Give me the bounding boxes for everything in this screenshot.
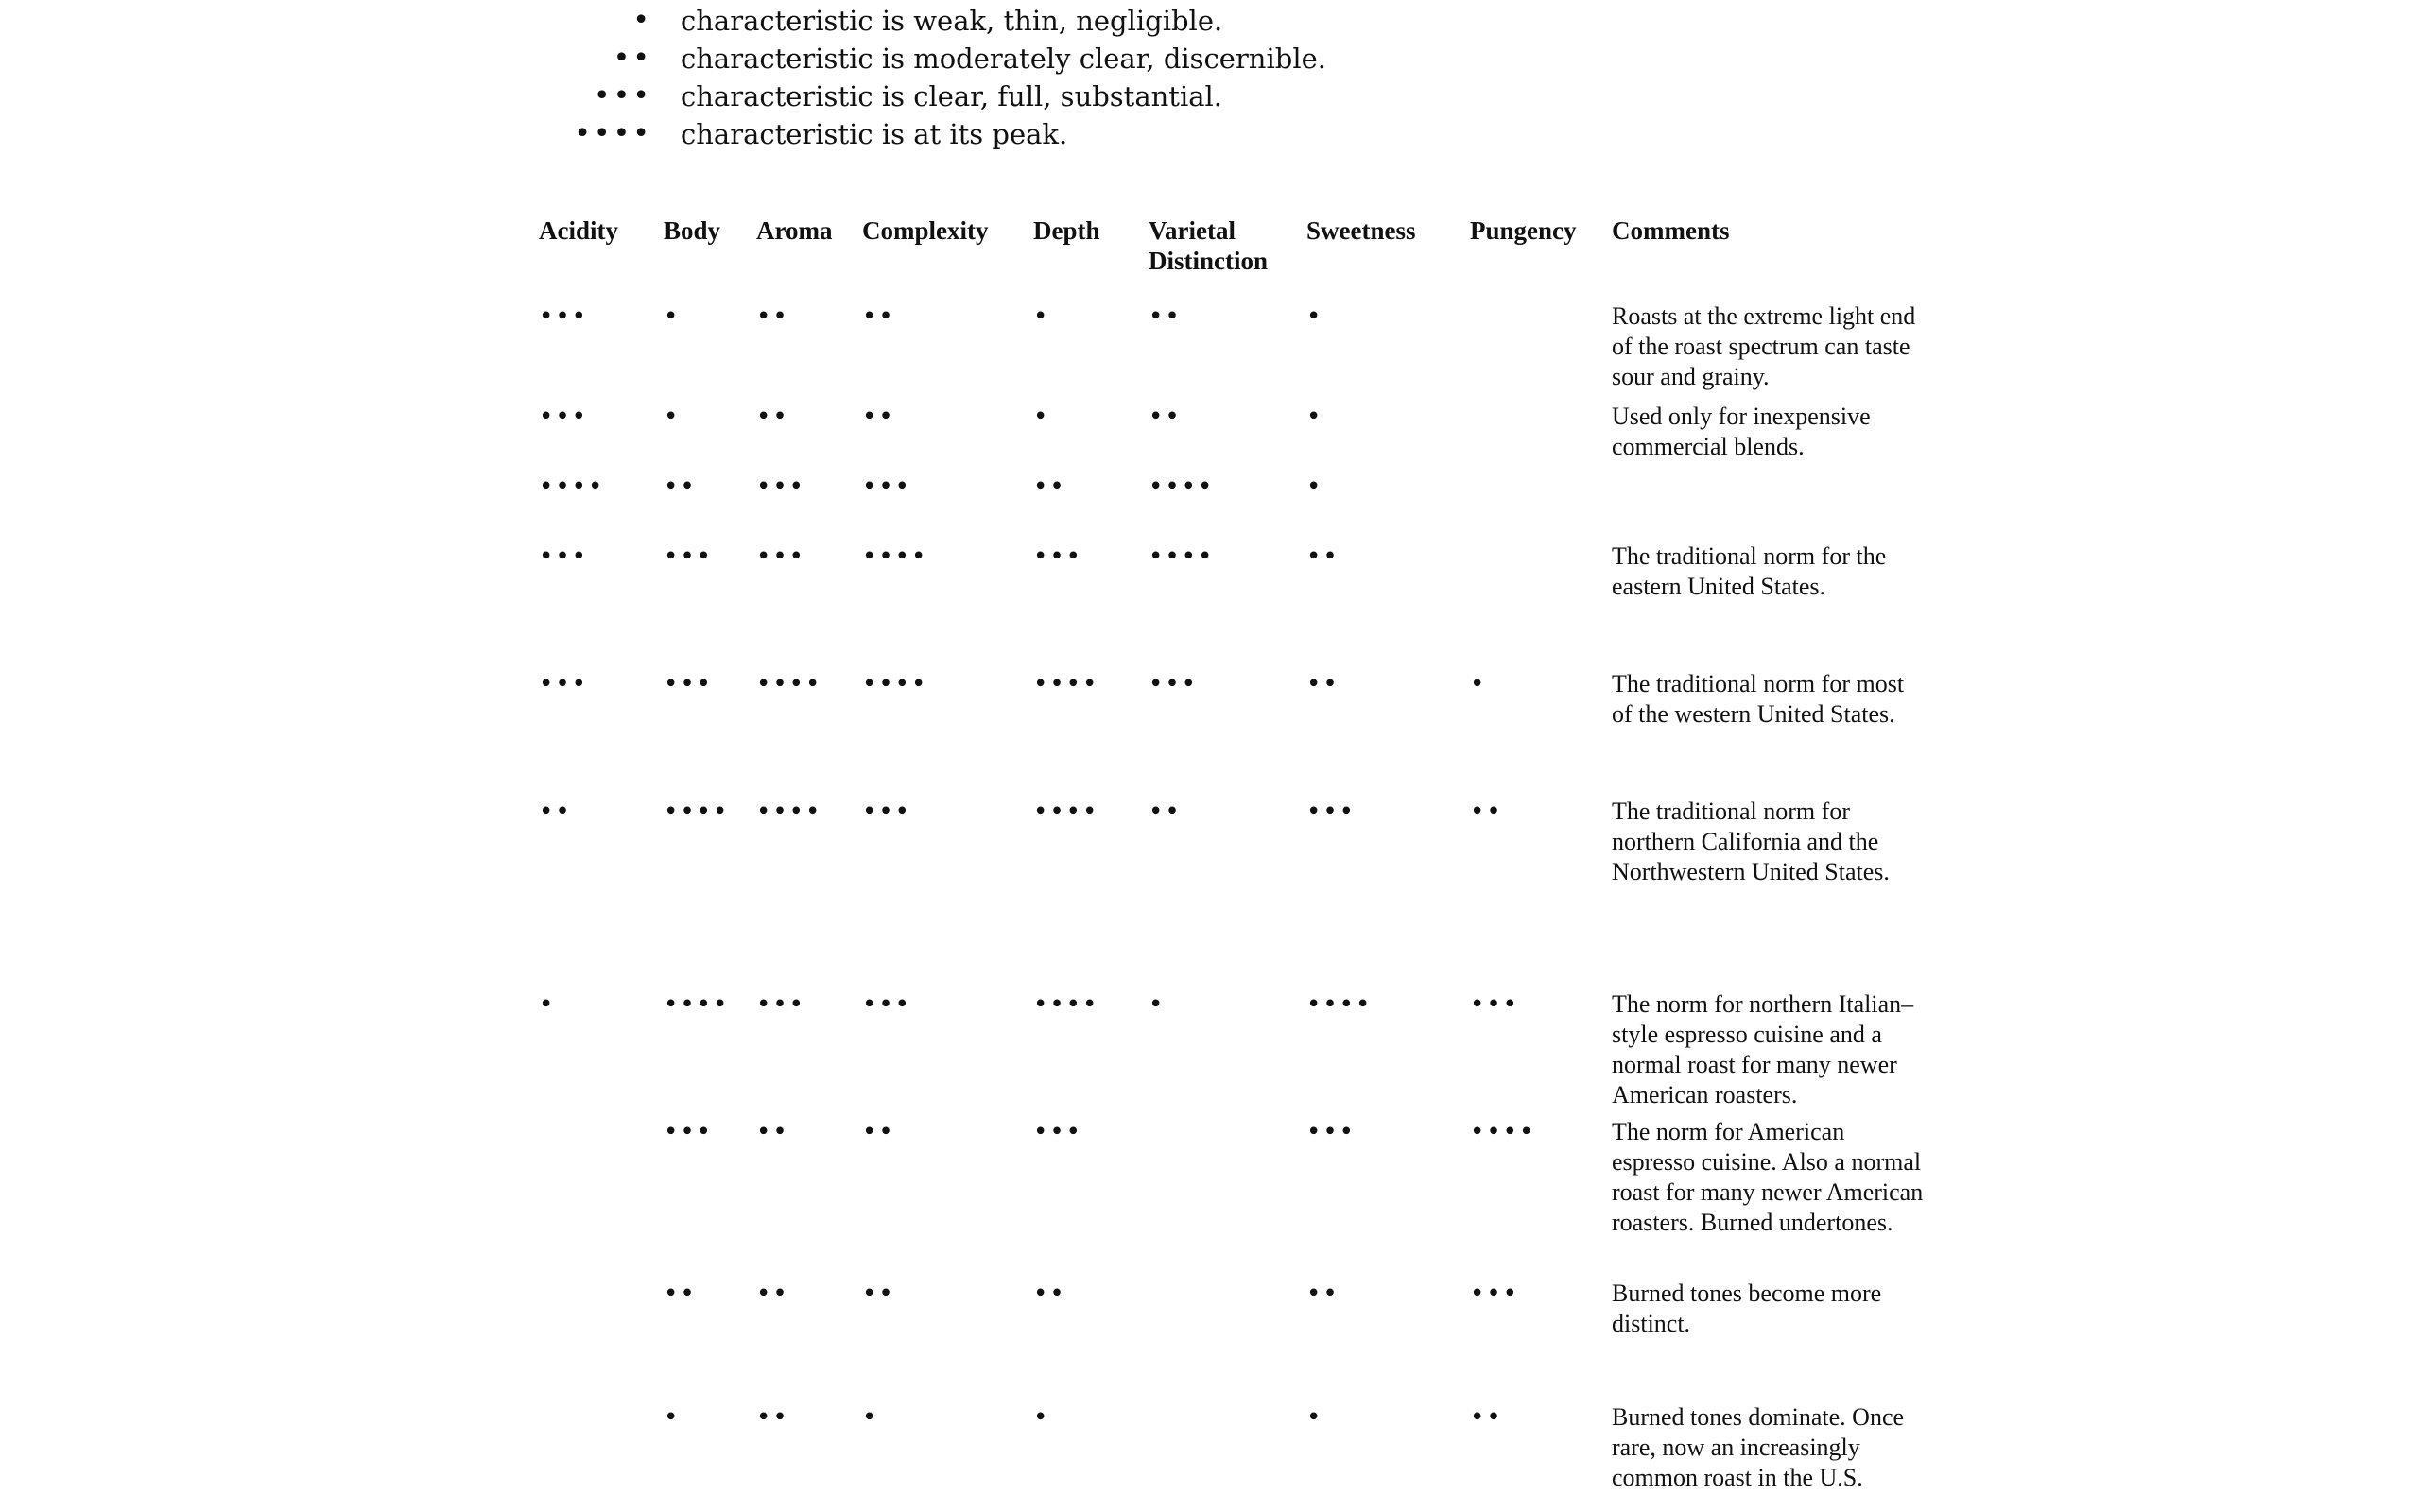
column-header-line: Pungency <box>1470 216 1577 245</box>
legend-text: characteristic is moderately clear, discernible. <box>681 43 1326 75</box>
rating-depth: ••• <box>1033 542 1083 571</box>
column-header-pungency <box>1470 215 1577 246</box>
rating-body: ••• <box>664 1118 714 1146</box>
row-comment: Burned tones become more distinct. <box>1612 1280 1882 1337</box>
legend-dots: • <box>632 4 652 37</box>
rating-complexity: • <box>862 1403 879 1432</box>
rating-sweetness: ••• <box>1306 798 1357 826</box>
legend-row <box>567 2 1326 40</box>
rating-body: ••• <box>664 670 714 698</box>
legend-text: characteristic is weak, thin, negligible. <box>681 5 1223 37</box>
rating-aroma: ••• <box>756 472 806 501</box>
rating-complexity: •••• <box>862 670 928 698</box>
rating-pungency: ••• <box>1470 990 1520 1019</box>
legend-text: characteristic is at its peak. <box>681 118 1068 150</box>
rating-depth: •• <box>1033 472 1066 501</box>
column-header-line: Sweetness <box>1306 216 1416 245</box>
rating-sweetness: •• <box>1306 1280 1340 1308</box>
rating-sweetness: •• <box>1306 670 1340 698</box>
rating-depth: •••• <box>1033 670 1099 698</box>
rating-varietal: ••• <box>1149 670 1199 698</box>
rating-pungency: •• <box>1470 1403 1503 1432</box>
rating-sweetness: ••• <box>1306 1118 1357 1146</box>
column-header-line: Distinction <box>1149 247 1269 275</box>
rating-body: •••• <box>664 798 730 826</box>
column-header-line: Depth <box>1033 216 1100 245</box>
column-header-comments <box>1612 215 1729 246</box>
rating-complexity: ••• <box>862 990 912 1019</box>
legend-dots: •• <box>613 42 652 75</box>
column-header-body <box>664 215 720 246</box>
rating-varietal: •••• <box>1149 472 1215 501</box>
legend-row <box>567 115 1326 153</box>
rating-sweetness: • <box>1306 1403 1323 1432</box>
rating-sweetness: •••• <box>1306 990 1373 1019</box>
rating-depth: •••• <box>1033 990 1099 1019</box>
rating-depth: • <box>1033 302 1050 331</box>
rating-complexity: •• <box>862 403 895 431</box>
rating-acidity: ••• <box>539 670 589 698</box>
rating-sweetness: •• <box>1306 542 1340 571</box>
rating-aroma: ••• <box>756 542 806 571</box>
row-comment: Used only for inexpensive commercial blends. <box>1612 403 1871 460</box>
legend-dots: ••• <box>593 79 652 112</box>
column-header-depth <box>1033 215 1100 246</box>
rating-depth: • <box>1033 1403 1050 1432</box>
row-comment: The norm for American espresso cuisine. Also a normal roast for many newer American roasters. Burned undertones. <box>1612 1118 1924 1236</box>
rating-acidity: ••• <box>539 403 589 431</box>
rating-pungency: •••• <box>1470 1118 1536 1146</box>
rating-acidity: •••• <box>539 472 605 501</box>
rating-body: •• <box>664 1280 697 1308</box>
rating-complexity: •• <box>862 1118 895 1146</box>
row-comment: The traditional norm for the eastern United States. <box>1612 542 1887 600</box>
rating-body: • <box>664 403 681 431</box>
rating-complexity: •• <box>862 302 895 331</box>
rating-varietal: •• <box>1149 403 1182 431</box>
rating-pungency: • <box>1470 670 1487 698</box>
rating-pungency: ••• <box>1470 1280 1520 1308</box>
rating-aroma: •• <box>756 302 789 331</box>
rating-body: • <box>664 302 681 331</box>
column-header-line: Varietal <box>1149 216 1236 245</box>
rating-aroma: •• <box>756 1280 789 1308</box>
rating-depth: •••• <box>1033 798 1099 826</box>
column-header-varietal <box>1149 215 1268 276</box>
rating-complexity: •••• <box>862 542 928 571</box>
rating-aroma: •• <box>756 1403 789 1432</box>
legend-text: characteristic is clear, full, substantial. <box>681 80 1223 112</box>
rating-aroma: ••• <box>756 990 806 1019</box>
row-comment: The norm for northern Italian–style espresso cuisine and a normal roast for many newer American roasters. <box>1612 990 1914 1108</box>
rating-aroma: •• <box>756 403 789 431</box>
rating-acidity: •• <box>539 798 572 826</box>
row-comment: The traditional norm for most of the western United States. <box>1612 670 1905 728</box>
rating-body: •• <box>664 472 697 501</box>
rating-complexity: ••• <box>862 798 912 826</box>
rating-varietal: •••• <box>1149 542 1215 571</box>
row-comment: Roasts at the extreme light end of the roast spectrum can taste sour and grainy. <box>1612 302 1916 390</box>
rating-acidity: ••• <box>539 302 589 331</box>
rating-legend <box>567 2 1326 153</box>
rating-sweetness: • <box>1306 302 1323 331</box>
column-header-complexity <box>862 215 988 246</box>
column-header-acidity <box>539 215 618 246</box>
rating-varietal: •• <box>1149 798 1182 826</box>
column-header-line: Comments <box>1612 216 1730 245</box>
rating-aroma: •• <box>756 1118 789 1146</box>
rating-body: • <box>664 1403 681 1432</box>
rating-depth: ••• <box>1033 1118 1083 1146</box>
legend-row <box>567 40 1326 77</box>
rating-depth: • <box>1033 403 1050 431</box>
rating-varietal: • <box>1149 990 1166 1019</box>
row-comment: The traditional norm for northern California and the Northwestern United States. <box>1612 798 1890 885</box>
rating-varietal: •• <box>1149 302 1182 331</box>
row-comment: Burned tones dominate. Once rare, now an increasingly common roast in the U.S. <box>1612 1403 1905 1491</box>
column-header-line: Complexity <box>862 216 989 245</box>
rating-aroma: •••• <box>756 670 822 698</box>
rating-sweetness: • <box>1306 403 1323 431</box>
rating-acidity: • <box>539 990 556 1019</box>
column-header-line: Body <box>664 216 721 245</box>
rating-acidity: ••• <box>539 542 589 571</box>
legend-row <box>567 77 1326 115</box>
rating-depth: •• <box>1033 1280 1066 1308</box>
column-header-aroma <box>756 215 833 246</box>
rating-pungency: •• <box>1470 798 1503 826</box>
rating-body: ••• <box>664 542 714 571</box>
rating-complexity: •• <box>862 1280 895 1308</box>
rating-sweetness: • <box>1306 472 1323 501</box>
rating-complexity: ••• <box>862 472 912 501</box>
column-header-sweetness <box>1306 215 1416 246</box>
rating-aroma: •••• <box>756 798 822 826</box>
rating-body: •••• <box>664 990 730 1019</box>
legend-dots: •••• <box>574 117 652 150</box>
column-header-line: Acidity <box>539 216 618 245</box>
column-header-line: Aroma <box>756 216 833 245</box>
